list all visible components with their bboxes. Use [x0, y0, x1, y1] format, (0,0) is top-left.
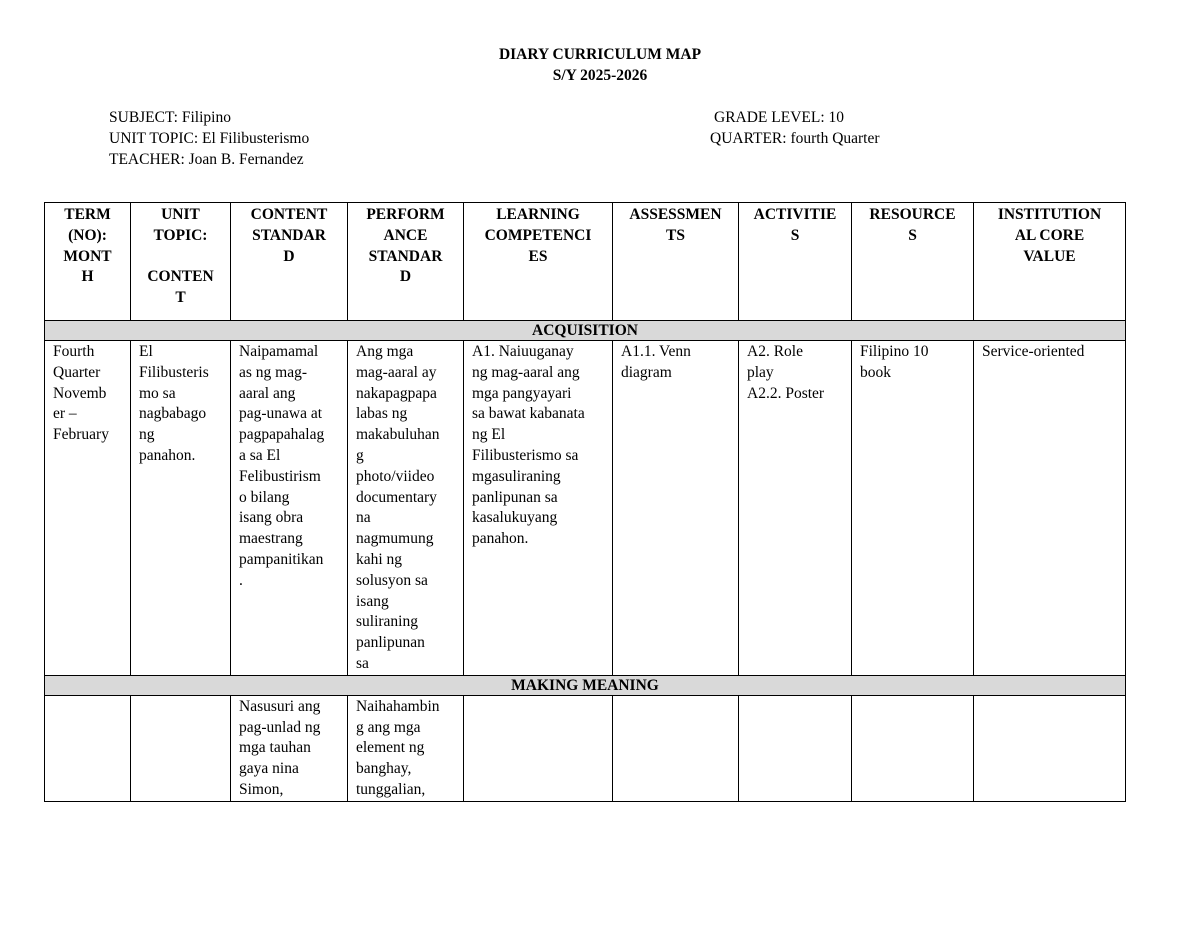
cell-text-line: Ang mga [356, 343, 414, 360]
table-row-making-meaning [45, 695, 1126, 801]
cell-text-line: documentary [356, 488, 437, 506]
cell-text-line: Service-oriented [982, 343, 1085, 360]
cell-text-line: ng mag-aaral ang [472, 363, 580, 381]
cell-text-line: er – [53, 405, 77, 423]
header-text-line: VALUE [1023, 247, 1076, 265]
cell-text-line: ng [139, 426, 155, 444]
cell-text-line: o bilang [239, 488, 290, 506]
cell-text-line: sa [356, 654, 369, 672]
header-text-line: S [908, 226, 917, 244]
cell-text-line: a sa El [239, 446, 281, 464]
header-text-line: ASSESSMEN [629, 206, 722, 223]
cell-content-standard [231, 695, 348, 801]
cell-text-line: g ang mga [356, 718, 421, 736]
header-text-line: INSTITUTION [997, 206, 1102, 223]
cell-resources [852, 695, 974, 801]
header-text-line: ANCE [383, 226, 428, 244]
header-text-line: T [175, 289, 186, 307]
cell-text-line: February [53, 426, 109, 444]
quarter-label: QUARTER: fourth Quarter [710, 130, 880, 147]
section-acquisition: ACQUISITION [45, 321, 1126, 341]
cell-text-line: . [239, 571, 243, 589]
cell-text-line: A2. Role [747, 343, 803, 360]
cell-text-line: pag-unlad ng [239, 718, 321, 736]
header-resources [852, 203, 974, 321]
cell-text-line: gaya nina [239, 760, 299, 778]
cell-assessments [613, 341, 739, 676]
cell-content-standard [231, 341, 348, 676]
cell-text-line: isang [356, 592, 389, 610]
document-title: DIARY CURRICULUM MAP [498, 46, 702, 63]
header-assessments [613, 203, 739, 321]
header-text-line: TERM [64, 206, 111, 223]
school-year: S/Y 2025-2026 [552, 67, 648, 84]
cell-unit-topic [131, 695, 231, 801]
cell-text-line: Quarter [53, 363, 101, 381]
section-row-making-meaning [45, 675, 1126, 695]
cell-text-line: A1. Naiuuganay [472, 343, 574, 360]
cell-text-line: na [356, 509, 371, 527]
header-text-line: D [399, 268, 412, 286]
header-text-line: STANDAR [252, 226, 326, 244]
cell-text-line: mga tauhan [239, 739, 311, 757]
cell-learning-competencies [464, 341, 613, 676]
cell-text-line: Filibusterismo sa [472, 446, 579, 464]
cell-text-line: mgasuliraning [472, 467, 561, 485]
cell-text-line: nagmumung [356, 530, 434, 548]
cell-text-line: Naihahambin [356, 697, 440, 715]
header-text-line [137, 247, 224, 268]
cell-text-line: element ng [356, 739, 425, 757]
cell-text-line: A2.2. Poster [747, 384, 825, 402]
header-term [45, 203, 131, 321]
header-text-line: TOPIC: [153, 226, 208, 244]
cell-text-line: isang obra [239, 509, 304, 527]
cell-text-line: labas ng [356, 405, 408, 423]
header-performance-standard [348, 203, 464, 321]
cell-text-line: g [356, 446, 364, 464]
cell-text-line: solusyon sa [356, 571, 428, 589]
header-text-line: LEARNING [496, 206, 580, 223]
cell-text-line: as ng mag- [239, 363, 308, 381]
cell-text-line: panlipunan [356, 634, 425, 652]
header-text-line: ACTIVITIE [753, 206, 837, 223]
header-text-line: STANDAR [368, 247, 443, 265]
header-text-line: (NO): [68, 226, 107, 244]
grade-level-label: GRADE LEVEL: 10 [714, 109, 845, 126]
cell-text-line: mo sa [139, 384, 176, 402]
header-text-line: CONTEN [147, 268, 214, 286]
cell-assessments [613, 695, 739, 801]
cell-term [45, 695, 131, 801]
cell-text-line: nagbabago [139, 405, 207, 423]
cell-text-line: pagpapahalag [239, 426, 325, 444]
header-text-line: D [283, 247, 295, 265]
cell-learning-competencies [464, 695, 613, 801]
header-text-line: S [790, 226, 800, 244]
section-making-meaning: MAKING MEANING [45, 675, 1126, 695]
cell-text-line: tunggalian, [356, 780, 426, 798]
cell-text-line: Nasusuri ang [239, 697, 321, 715]
header-text-line: COMPETENCI [484, 226, 592, 244]
header-text-line: MONT [63, 247, 112, 265]
cell-text-line: Felibustirism [239, 467, 321, 485]
header-unit-topic [131, 203, 231, 321]
subject-label: SUBJECT: Filipino [109, 109, 231, 126]
cell-text-line: A1.1. Venn [621, 343, 691, 360]
header-text-line: UNIT [161, 206, 200, 223]
cell-text-line: suliraning [356, 613, 418, 631]
cell-core-value [974, 341, 1126, 676]
header-row [45, 203, 1126, 321]
header-text-line: TS [666, 226, 685, 244]
cell-core-value [974, 695, 1126, 801]
cell-text-line: nakapagpapa [356, 384, 437, 402]
cell-text-line: kasalukuyang [472, 509, 558, 527]
table-row-acquisition [45, 341, 1126, 676]
cell-text-line: Simon, [239, 780, 284, 798]
cell-text-line: pag-unawa at [239, 405, 323, 423]
cell-activities [739, 341, 852, 676]
curriculum-map-table [44, 202, 1126, 802]
header-text-line: AL CORE [1014, 226, 1085, 244]
header-text-line: PERFORM [366, 206, 445, 223]
cell-text-line: ng El [472, 426, 506, 444]
cell-text-line: photo/viideo [356, 467, 435, 485]
cell-text-line: panahon. [472, 530, 529, 548]
cell-text-line: Filibusteris [139, 363, 209, 381]
cell-text-line: aaral ang [239, 384, 296, 402]
cell-text-line: mga pangyayari [472, 384, 572, 402]
cell-text-line: Filipino 10 [860, 343, 929, 360]
cell-text-line: Naipamamal [239, 343, 319, 360]
header-text-line: H [81, 268, 94, 286]
header-text-line: RESOURCE [869, 206, 956, 223]
cell-activities [739, 695, 852, 801]
cell-text-line: Novemb [53, 384, 107, 402]
cell-text-line: play [747, 363, 774, 381]
cell-text-line: maestrang [239, 530, 303, 548]
header-activities [739, 203, 852, 321]
cell-text-line: pampanitikan [239, 550, 324, 568]
header-text-line: ES [528, 247, 548, 265]
cell-performance-standard [348, 341, 464, 676]
cell-text-line: panlipunan sa [472, 488, 558, 506]
cell-unit-topic [131, 341, 231, 676]
cell-text-line: mag-aaral ay [356, 363, 437, 381]
header-learning-competencies [464, 203, 613, 321]
section-row-acquisition [45, 321, 1126, 341]
cell-text-line: makabuluhan [356, 426, 440, 444]
cell-text-line: book [860, 363, 891, 381]
cell-text-line: sa bawat kabanata [472, 405, 585, 423]
cell-text-line: kahi ng [356, 550, 403, 568]
cell-text-line: panahon. [139, 446, 196, 464]
header-content-standard [231, 203, 348, 321]
teacher-label: TEACHER: Joan B. Fernandez [109, 151, 304, 168]
cell-performance-standard [348, 695, 464, 801]
cell-text-line: diagram [621, 363, 672, 381]
cell-text-line: El [139, 343, 153, 360]
cell-term [45, 341, 131, 676]
header-text-line: CONTENT [250, 206, 328, 223]
header-core-value [974, 203, 1126, 321]
cell-resources [852, 341, 974, 676]
cell-text-line: Fourth [53, 343, 95, 360]
cell-text-line: banghay, [356, 760, 412, 778]
unit-topic-label: UNIT TOPIC: El Filibusterismo [109, 130, 310, 147]
